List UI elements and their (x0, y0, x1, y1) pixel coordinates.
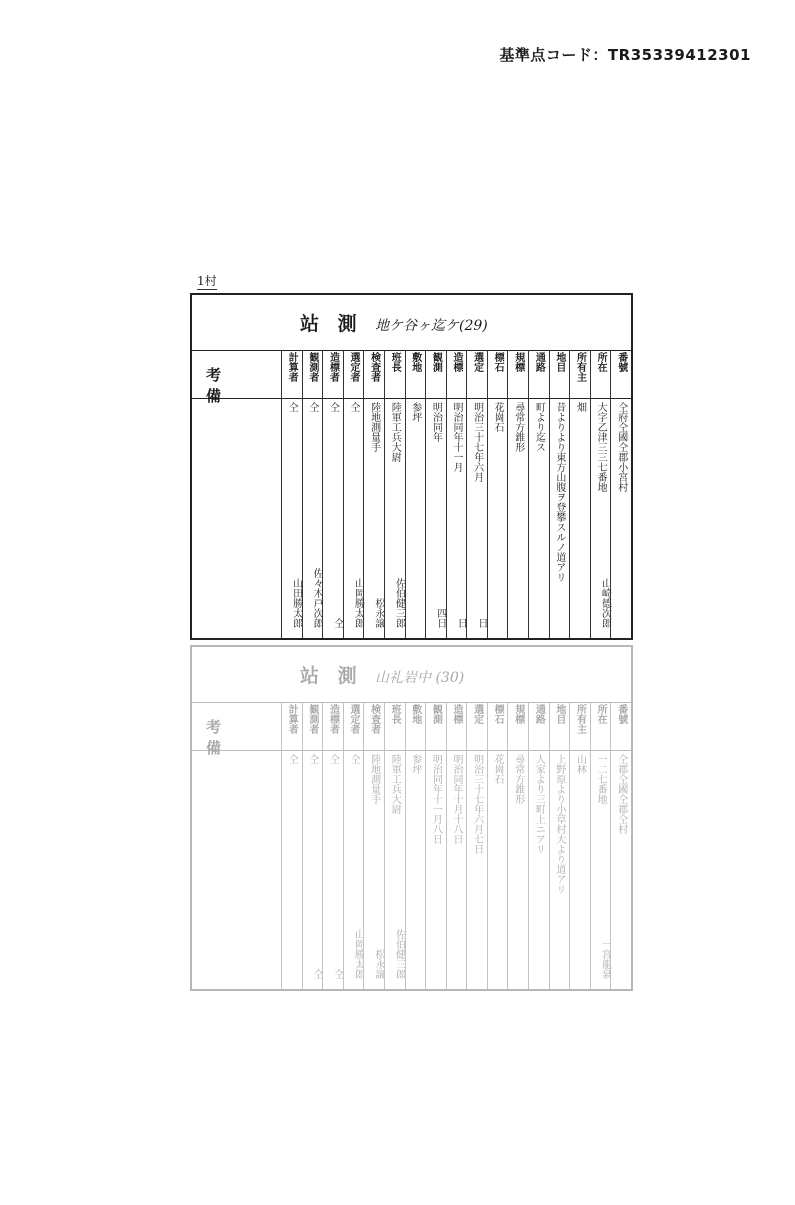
value-text: 明治同年十一月八日 (430, 754, 442, 844)
header-cell (466, 350, 487, 398)
header-label: 観測 (430, 704, 442, 724)
value-cell (425, 398, 446, 638)
header-label: 標石 (492, 352, 504, 372)
value-lower-text: 松永譲 (372, 949, 384, 979)
value-cell (610, 398, 631, 638)
header-cell (569, 350, 590, 398)
header-label: 規標 (512, 352, 524, 372)
value-text: 人家より三町上ニアリ (533, 754, 545, 854)
value-cell (425, 750, 446, 989)
value-text: 一二七番地 (595, 754, 607, 804)
value-text: 大字乙津三三七番地 (595, 402, 607, 492)
value-cell (487, 750, 508, 989)
value-cell (507, 398, 528, 638)
header-label: 選定者 (348, 352, 360, 382)
header-label: 選定 (471, 352, 483, 372)
header-label: 通路 (533, 352, 545, 372)
value-text: 仝 (306, 402, 318, 412)
header-label: 標石 (492, 704, 504, 724)
remarks-body (192, 398, 281, 638)
remarks-header: 考 備 (206, 718, 242, 757)
header-cell (610, 350, 631, 398)
value-cell (549, 750, 570, 989)
station-record-sheet-bottom (190, 645, 633, 991)
value-text: 仝府仝國仝郡小宮村 (615, 402, 627, 492)
value-cell (528, 398, 549, 638)
value-text: 仝 (327, 402, 339, 412)
header-label: 造標 (450, 704, 462, 724)
value-cell (466, 398, 487, 638)
header-cell (569, 702, 590, 750)
value-text: 花崗石 (492, 402, 504, 432)
value-cell (446, 750, 467, 989)
value-lower-text: 松永譲 (372, 598, 384, 628)
header-label: 造標 (450, 352, 462, 372)
header-cell (507, 350, 528, 398)
header-cell (281, 350, 302, 398)
corner-mark: 1村 (197, 274, 217, 288)
value-cell (446, 398, 467, 638)
station-record-sheet-top (190, 293, 633, 640)
header-label: 敷地 (409, 352, 421, 372)
value-cell (302, 398, 323, 638)
sheet-title-bar (192, 647, 631, 703)
header-cell (528, 702, 549, 750)
value-cell (610, 750, 631, 989)
header-cell (466, 702, 487, 750)
value-text: 参坪 (409, 754, 421, 774)
header-cell (384, 702, 405, 750)
value-lower-text: 佐伯健三郎 (393, 578, 405, 628)
header-cell (446, 350, 467, 398)
value-cell (384, 398, 405, 638)
header-cell (363, 350, 384, 398)
value-text: 陸軍工兵大尉 (389, 402, 401, 462)
value-cell (549, 398, 570, 638)
value-text: 仝 (286, 754, 298, 764)
value-cell (281, 750, 302, 989)
header-cell (425, 350, 446, 398)
value-lower-text: 日 (475, 618, 487, 628)
header-label: 所在 (595, 352, 607, 372)
value-text: 陸地測量手 (368, 754, 380, 804)
header-label: 検査者 (368, 352, 380, 382)
header-label: 観測 (430, 352, 442, 372)
value-text: 仝 (327, 754, 339, 764)
header-cell (343, 350, 364, 398)
value-text: 昔よりより東方山腹ヲ登攀スルノ道アリ (553, 402, 565, 582)
value-cell (281, 398, 302, 638)
header-label: 班長 (389, 352, 401, 372)
header-label: 番號 (615, 704, 627, 724)
value-text: 花崗石 (492, 754, 504, 784)
header-label: 計算者 (286, 704, 298, 734)
value-text: 仝郡仝國仝郡仝村 (615, 754, 627, 834)
value-text: 上野原より小草村大より道アリ (553, 754, 565, 894)
header-label: 観測者 (306, 352, 318, 382)
value-lower-text: 佐伯健三郎 (393, 929, 405, 979)
header-label: 選定者 (348, 704, 360, 734)
value-text: 明治同年十一月 (450, 402, 462, 472)
header-label: 所在 (595, 704, 607, 724)
header-cell (384, 350, 405, 398)
header-label: 所有主 (574, 704, 586, 734)
value-lower-text: 四日 (434, 608, 446, 628)
header-cell (302, 350, 323, 398)
value-lower-text: 仝 (331, 618, 343, 628)
value-cell (590, 750, 611, 989)
value-cell (384, 750, 405, 989)
header-label: 所有主 (574, 352, 586, 382)
value-text: 明治同年十月十八日 (450, 754, 462, 844)
value-cell (569, 398, 590, 638)
header-cell (528, 350, 549, 398)
sheet-title: 站 測 (300, 313, 363, 335)
value-text: 明治三十七年六月七日 (471, 754, 483, 854)
header-cell (610, 702, 631, 750)
value-cell (343, 750, 364, 989)
sheet-title-bar (192, 295, 631, 351)
value-lower-text: 仝 (331, 969, 343, 979)
value-lower-text: 山田勝太郎 (290, 578, 302, 628)
value-lower-text: 佐々木戸次郎 (311, 568, 323, 628)
header-label: 造標者 (327, 352, 339, 382)
header-label: 選定 (471, 704, 483, 724)
header-cell (507, 702, 528, 750)
remarks-body (192, 750, 281, 989)
sheet-title-note: 地ケ谷ヶ迄ケ(29) (375, 318, 488, 334)
value-cell (528, 750, 549, 989)
value-cell (302, 750, 323, 989)
value-lower-text: 山岡勝太郎 (352, 929, 364, 979)
header-cell (363, 702, 384, 750)
sheet-title-note: 山礼岩中 (30) (375, 670, 465, 686)
header-label: 観測者 (306, 704, 318, 734)
value-cell (487, 398, 508, 638)
header-cell (590, 702, 611, 750)
value-cell (590, 398, 611, 638)
value-text: 陸地測量手 (368, 402, 380, 452)
value-text: 尋常方錐形 (512, 754, 524, 804)
header-cell (590, 350, 611, 398)
header-cell (549, 350, 570, 398)
header-label: 班長 (389, 704, 401, 724)
header-label: 地目 (553, 704, 565, 724)
header-cell (322, 350, 343, 398)
header-cell (446, 702, 467, 750)
value-lower-text: 山岡勝太郎 (352, 578, 364, 628)
value-text: 山林 (574, 754, 586, 774)
header-cell (549, 702, 570, 750)
value-cell (507, 750, 528, 989)
header-cell (322, 702, 343, 750)
value-text: 仝 (306, 754, 318, 764)
value-text: 尋常方錐形 (512, 402, 524, 452)
header-cell (487, 350, 508, 398)
value-cell (466, 750, 487, 989)
value-text: 仝 (286, 402, 298, 412)
header-label: 造標者 (327, 704, 339, 734)
value-cell (363, 750, 384, 989)
header-label: 地目 (553, 352, 565, 372)
header-label: 番號 (615, 352, 627, 372)
value-lower-text: 仝 (311, 969, 323, 979)
value-cell (343, 398, 364, 638)
sheet-title: 站 測 (300, 665, 363, 687)
value-cell (322, 750, 343, 989)
value-text: 仝 (348, 402, 360, 412)
value-cell (405, 398, 426, 638)
header-label: 通路 (533, 704, 545, 724)
header-cell (302, 702, 323, 750)
value-text: 明治同年 (430, 402, 442, 442)
value-text: 町より迄ス (533, 402, 545, 452)
value-cell (363, 398, 384, 638)
value-text: 明治三十七年六月 (471, 402, 483, 482)
header-label: 敷地 (409, 704, 421, 724)
remarks-header: 考 備 (206, 366, 242, 405)
header-cell (425, 702, 446, 750)
value-text: 陸軍工兵大尉 (389, 754, 401, 814)
header-cell (343, 702, 364, 750)
header-cell (281, 702, 302, 750)
value-lower-text: 山崎德次郎 (599, 578, 611, 628)
value-cell (569, 750, 590, 989)
header-label: 検査者 (368, 704, 380, 734)
value-cell (322, 398, 343, 638)
header-cell (487, 702, 508, 750)
header-cell (405, 350, 426, 398)
header-label: 規標 (512, 704, 524, 724)
value-cell (405, 750, 426, 989)
reference-point-code: 基準点コード：TR35339412301 (499, 46, 751, 64)
value-text: 仝 (348, 754, 360, 764)
header-cell (405, 702, 426, 750)
value-text: 参坪 (409, 402, 421, 422)
value-text: 畑 (574, 402, 586, 412)
value-lower-text: 日 (455, 618, 467, 628)
value-lower-text: 一宮龍泉 (599, 939, 611, 979)
header-label: 計算者 (286, 352, 298, 382)
